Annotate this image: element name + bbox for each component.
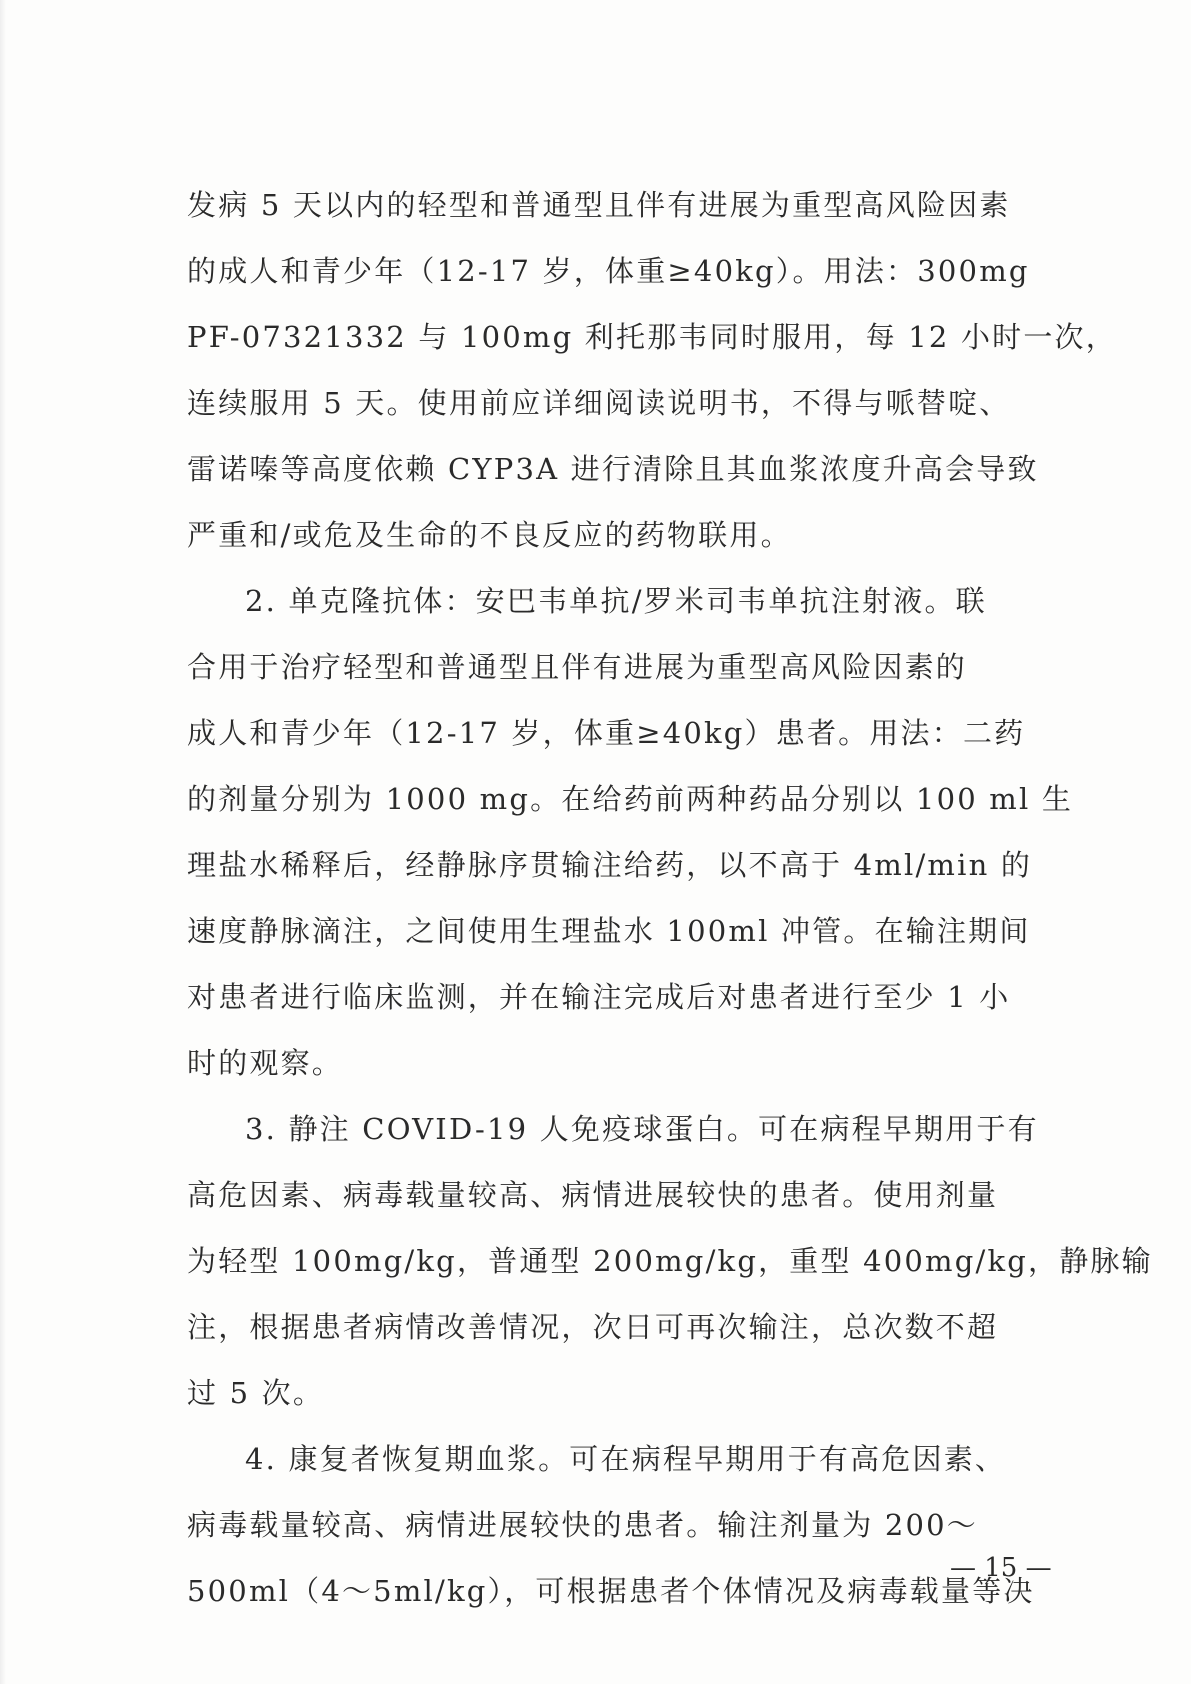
scan-edge-shadow	[0, 0, 6, 1684]
body-text	[187, 172, 1153, 1624]
paragraph-start-line: 3. 静注 COVID-19 人免疫球蛋白。可在病程早期用于有	[245, 1112, 1039, 1146]
text-line: 成人和青少年（12-17 岁，体重≥40kg）患者。用法：二药	[187, 716, 1026, 750]
text-line: 速度静脉滴注，之间使用生理盐水 100ml 冲管。在输注期间	[187, 914, 1031, 948]
text-line: 合用于治疗轻型和普通型且伴有进展为重型高风险因素的	[187, 650, 968, 684]
text-line: 注，根据患者病情改善情况，次日可再次输注，总次数不超	[187, 1310, 999, 1344]
text-line: 理盐水稀释后，经静脉序贯输注给药，以不高于 4ml/min 的	[187, 848, 1033, 882]
text-line: 时的观察。	[187, 1046, 344, 1080]
text-line: 病毒载量较高、病情进展较快的患者。输注剂量为 200～	[187, 1508, 978, 1542]
text-line: 过 5 次。	[187, 1376, 325, 1410]
text-line: 为轻型 100mg/kg，普通型 200mg/kg，重型 400mg/kg，静脉输	[187, 1244, 1153, 1278]
text-line: 严重和/或危及生命的不良反应的药物联用。	[187, 518, 792, 552]
text-line: 的剂量分别为 1000 mg。在给药前两种药品分别以 100 ml 生	[187, 782, 1074, 816]
text-line: 对患者进行临床监测，并在输注完成后对患者进行至少 1 小	[187, 980, 1011, 1014]
text-line: 发病 5 天以内的轻型和普通型且伴有进展为重型高风险因素	[187, 188, 1011, 222]
text-line: 高危因素、病毒载量较高、病情进展较快的患者。使用剂量	[187, 1178, 999, 1212]
paragraph-start-line: 4. 康复者恢复期血浆。可在病程早期用于有高危因素、	[245, 1442, 1007, 1476]
paragraph-start-line: 2. 单克隆抗体：安巴韦单抗/罗米司韦单抗注射液。联	[245, 584, 987, 618]
text-line: 的成人和青少年（12-17 岁，体重≥40kg）。用法：300mg	[187, 254, 1030, 288]
page-number: — 15 —	[950, 1553, 1052, 1583]
text-line: 雷诺嗪等高度依赖 CYP3A 进行清除且其血浆浓度升高会导致	[187, 452, 1039, 486]
text-line: 500ml（4～5ml/kg），可根据患者个体情况及病毒载量等决	[187, 1574, 1035, 1608]
text-line: PF-07321332 与 100mg 利托那韦同时服用，每 12 小时一次，	[187, 320, 1117, 354]
text-line: 连续服用 5 天。使用前应详细阅读说明书，不得与哌替啶、	[187, 386, 1011, 420]
